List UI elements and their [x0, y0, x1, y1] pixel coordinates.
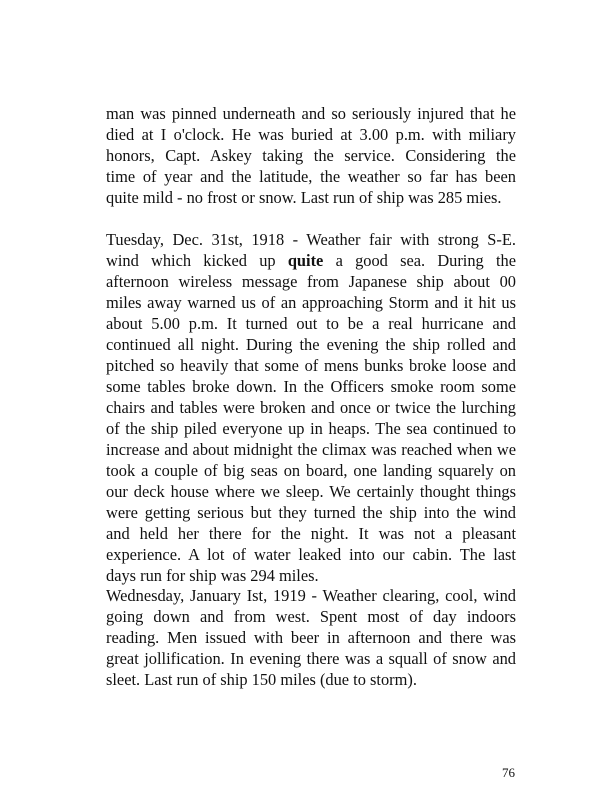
text-line: miles away warned us of an approaching Storm and it hit us	[106, 293, 516, 312]
text-line: going down and from west. Spent most of day indoors	[106, 607, 516, 626]
text-line: our deck house where we sleep. We certainly thought things	[106, 482, 516, 501]
text-line-wind	[106, 251, 516, 271]
text-line: of the ship piled everyone up in heaps. The sea continued to	[106, 419, 516, 438]
text-line: about 5.00 p.m. It turned out to be a real hurricane and	[106, 314, 516, 333]
text-line: increase and about midnight the climax was reached when we	[106, 440, 516, 459]
text-line: Tuesday, Dec. 31st, 1918 - Weather fair with strong S-E.	[106, 230, 516, 249]
text-line: were getting serious but they turned the ship into the wind	[106, 503, 516, 522]
text-line: experience. A lot of water leaked into our cabin. The last	[106, 545, 516, 564]
text-line: chairs and tables were broken and once or twice the lurching	[106, 398, 516, 417]
text-line: quite mild - no frost or snow. Last run of ship was 285 mies.	[106, 188, 502, 207]
text-line: and held her there for the night. It was not a pleasant	[106, 524, 516, 543]
text-segment: wind which kicked up	[106, 251, 288, 270]
text-line: honors, Capt. Askey taking the service. Considering the	[106, 146, 516, 165]
text-line: died at I o'clock. He was buried at 3.00 p.m. with miliary	[106, 125, 516, 144]
text-line: continued all night. During the evening the ship rolled and	[106, 335, 516, 354]
text-line: afternoon wireless message from Japanese ship about 00	[106, 272, 516, 291]
text-line: reading. Men issued with beer in afternoon and there was	[106, 628, 516, 647]
text-segment: a good sea. During the	[323, 251, 516, 270]
text-line: took a couple of big seas on board, one landing squarely on	[106, 461, 516, 480]
text-line: time of year and the latitude, the weather so far has been	[106, 167, 516, 186]
text-line: Wednesday, January Ist, 1919 - Weather clearing, cool, wind	[106, 586, 516, 605]
text-line: some tables broke down. In the Officers smoke room some	[106, 377, 516, 396]
bold-word: quite	[287, 251, 324, 270]
page-number: 76	[502, 765, 515, 780]
text-line: pitched so heavily that some of mens bunks broke loose and	[106, 356, 516, 375]
text-line: sleet. Last run of ship 150 miles (due to storm).	[106, 670, 417, 689]
text-line: days run for ship was 294 miles.	[106, 566, 319, 585]
text-line: great jollification. In evening there was a squall of snow and	[106, 649, 516, 668]
text-line: man was pinned underneath and so seriously injured that he	[106, 104, 516, 123]
